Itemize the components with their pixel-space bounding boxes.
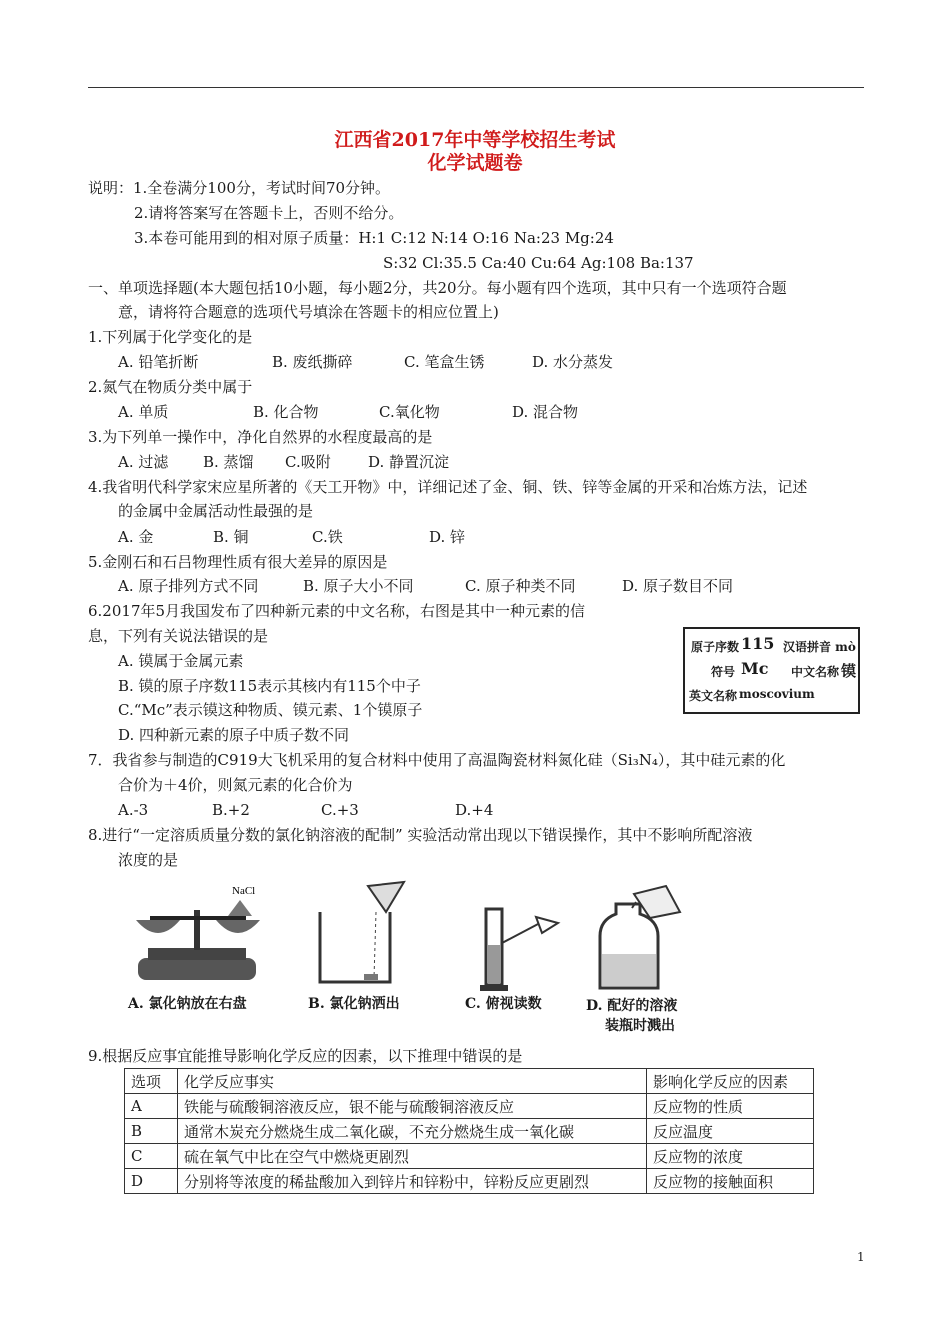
card-atomic-number: 115 — [741, 634, 775, 653]
figure-c-caption: C. 俯视读数 — [465, 996, 542, 1012]
note-1: 说明：1.全卷满分100分，考试时间70分钟。 — [88, 179, 391, 197]
q2-option-d: D. 混合物 — [512, 403, 579, 421]
q3-option-c: C.吸附 — [285, 453, 331, 471]
q9-table — [124, 1068, 814, 1194]
q5-stem: 5.金刚石和石吕物理性质有很大差异的原因是 — [88, 553, 388, 571]
card-pinyin: 汉语拼音 mò — [783, 640, 856, 654]
table-cell: 硫在氧气中比在空气中燃烧更剧烈 — [178, 1144, 647, 1169]
bottle-illustration — [598, 884, 688, 992]
table-cell: 反应物的浓度 — [647, 1144, 814, 1169]
note-2: 2.请将答案写在答题卡上，否则不给分。 — [134, 204, 404, 222]
q6-option-d: D. 四种新元素的原子中质子数不同 — [118, 726, 350, 744]
q4-option-b: B. 铜 — [213, 528, 249, 546]
q7-option-b: B.+2 — [212, 801, 250, 819]
exam-title: 江西省2017年中等学校招生考试 — [334, 129, 616, 151]
card-en-name: moscovium — [739, 687, 815, 701]
q6-option-a: A. 镆属于金属元素 — [118, 652, 244, 670]
table-header-cell: 影响化学反应的因素 — [647, 1069, 814, 1094]
q1-option-a: A. 铅笔折断 — [118, 353, 199, 371]
q6-stem-cont: 息，下列有关说法错误的是 — [88, 627, 269, 645]
table-cell: 反应温度 — [647, 1119, 814, 1144]
q7-option-d: D.+4 — [455, 801, 494, 819]
q5-option-b: B. 原子大小不同 — [303, 577, 414, 595]
q3-option-a: A. 过滤 — [118, 453, 169, 471]
figure-d-caption: D. 配好的溶液 — [586, 998, 678, 1014]
q3-option-b: B. 蒸馏 — [203, 453, 254, 471]
q2-option-a: A. 单质 — [118, 403, 169, 421]
q4-stem-cont: 的金属中金属活动性最强的是 — [118, 502, 314, 520]
q2-option-b: B. 化合物 — [253, 403, 319, 421]
card-symbol-label: 符号 — [711, 665, 736, 679]
balance-illustration — [128, 880, 268, 990]
table-row — [125, 1094, 814, 1119]
table-header-cell: 选项 — [125, 1069, 178, 1094]
card-cn-name: 镆 — [841, 662, 857, 680]
q5-option-c: C. 原子种类不同 — [465, 577, 576, 595]
q3-option-d: D. 静置沉淀 — [368, 453, 450, 471]
card-atomic-number-label: 原子序数 — [691, 640, 740, 654]
q4-stem: 4.我省明代科学家宋应星所著的《天工开物》中，详细记述了金、铜、铁、锌等金属的开采和冶炼方法，记述 — [88, 478, 808, 496]
q8-stem: 8.进行“一定溶质质量分数的氯化钠溶液的配制” 实验活动常出现以下错误操作，其中不影响所配溶液 — [88, 826, 753, 844]
figure-a-caption: A. 氯化钠放在右盘 — [128, 996, 247, 1012]
table-cell: C — [125, 1144, 178, 1169]
table-cell: 分别将等浓度的稀盐酸加入到锌片和锌粉中，锌粉反应更剧烈 — [178, 1169, 647, 1194]
q4-option-d: D. 锌 — [429, 528, 466, 546]
table-header-cell: 化学反应事实 — [178, 1069, 647, 1094]
q7-option-a: A.-3 — [118, 801, 149, 819]
table-cell: 反应物的接触面积 — [647, 1169, 814, 1194]
card-symbol: Mc — [741, 659, 769, 678]
section-heading-cont: 意，请将符合题意的选项代号填涂在答题卡的相应位置上) — [118, 303, 499, 321]
q2-option-c: C.氧化物 — [379, 403, 440, 421]
q4-option-a: A. 金 — [118, 528, 154, 546]
table-cell: A — [125, 1094, 178, 1119]
nacl-label: NaCl — [232, 885, 256, 897]
exam-subtitle: 化学试题卷 — [427, 152, 523, 174]
note-4: S:32 Cl:35.5 Ca:40 Cu:64 Ag:108 Ba:137 — [383, 254, 694, 272]
element-info-card — [683, 627, 860, 714]
table-row — [125, 1119, 814, 1144]
q3-stem: 3.为下列单一操作中，净化自然界的水程度最高的是 — [88, 428, 433, 446]
figure-d-caption-cont: 装瓶时溅出 — [605, 1018, 675, 1034]
cylinder-illustration — [478, 905, 568, 993]
q9-stem: 9.根据反应事宜能推导影响化学反应的因素，以下推理中错误的是 — [88, 1047, 523, 1065]
table-cell: 通常木炭充分燃烧生成二氧化碳，不充分燃烧生成一氧化碳 — [178, 1119, 647, 1144]
card-cn-name-label: 中文名称 — [791, 665, 840, 679]
q7-stem: 7．我省参与制造的C919大飞机采用的复合材料中使用了高温陶瓷材料氮化硅（Si₃N₄），其中硅元素的化 — [88, 751, 786, 769]
table-cell: D — [125, 1169, 178, 1194]
q1-option-b: B. 废纸撕碎 — [272, 353, 353, 371]
beaker-illustration — [308, 878, 408, 990]
figure-b-caption: B. 氯化钠洒出 — [308, 996, 400, 1012]
q1-option-d: D. 水分蒸发 — [532, 353, 614, 371]
q1-option-c: C. 笔盒生锈 — [404, 353, 485, 371]
q7-stem-cont: 合价为＋4价，则氮元素的化合价为 — [118, 776, 353, 794]
section-heading: 一、单项选择题(本大题包括10小题，每小题2分，共20分。每小题有四个选项，其中只有一个选项符合题 — [88, 279, 787, 297]
card-en-name-label: 英文名称 — [689, 689, 738, 703]
table-cell: 铁能与硫酸铜溶液反应，银不能与硫酸铜溶液反应 — [178, 1094, 647, 1119]
table-cell: B — [125, 1119, 178, 1144]
page-number: 1 — [857, 1250, 865, 1264]
q5-option-a: A. 原子排列方式不同 — [118, 577, 259, 595]
q1-stem: 1.下列属于化学变化的是 — [88, 328, 253, 346]
table-row — [125, 1169, 814, 1194]
q6-option-b: B. 镆的原子序数115表示其核内有115个中子 — [118, 677, 421, 695]
q5-option-d: D. 原子数目不同 — [622, 577, 734, 595]
q4-option-c: C.铁 — [312, 528, 343, 546]
q6-stem: 6.2017年5月我国发布了四种新元素的中文名称，右图是其中一种元素的信 — [88, 602, 586, 620]
q7-option-c: C.+3 — [321, 801, 359, 819]
q6-option-c: C.“Mc”表示镆这种物质、镆元素、1个镆原子 — [118, 701, 423, 719]
q2-stem: 2.氮气在物质分类中属于 — [88, 378, 253, 396]
q8-stem-cont: 浓度的是 — [118, 851, 179, 869]
note-3: 3.本卷可能用到的相对原子质量：H:1 C:12 N:14 O:16 Na:23 Mg:24 — [134, 229, 614, 247]
table-header-row — [125, 1069, 814, 1094]
header-rule — [88, 87, 864, 88]
table-cell: 反应物的性质 — [647, 1094, 814, 1119]
table-row — [125, 1144, 814, 1169]
